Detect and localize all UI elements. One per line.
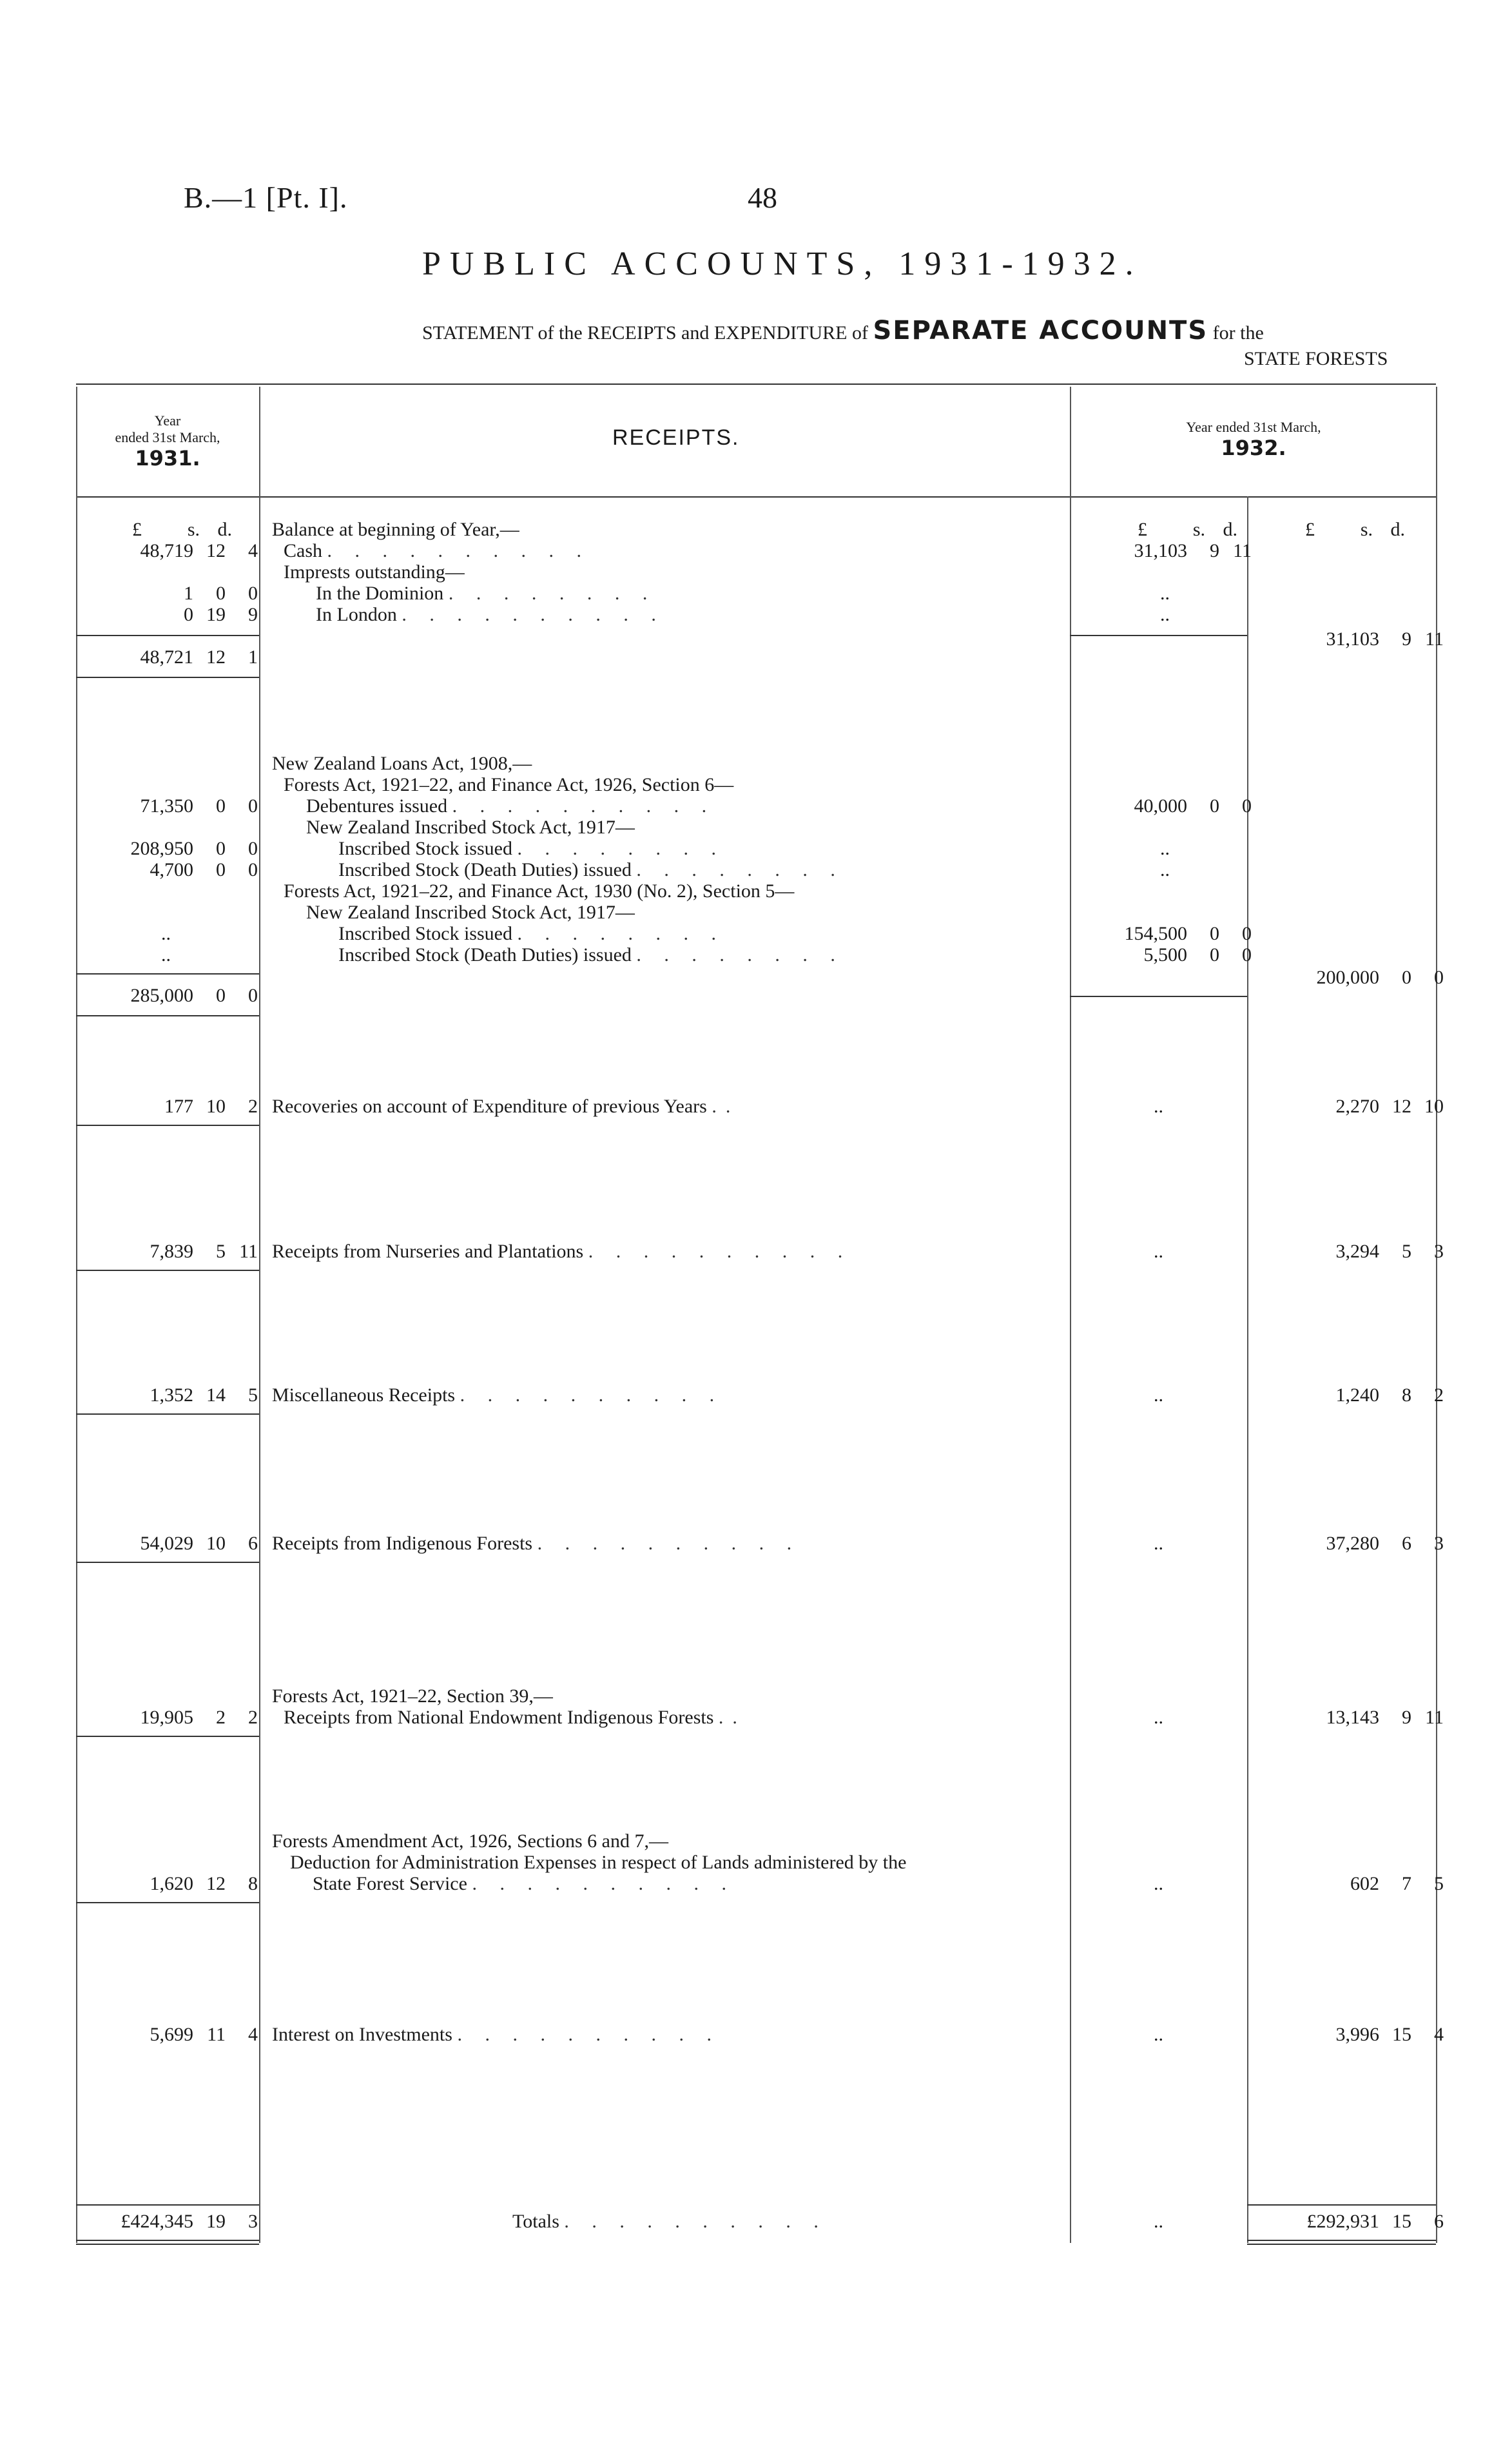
section-rule — [76, 1270, 259, 1271]
loans-line3: New Zealand Inscribed Stock Act, 1917— — [306, 817, 635, 838]
dot-leader: . . . . . . . . . . — [588, 1241, 852, 1262]
pounds: 2,270 — [1335, 1096, 1379, 1117]
pence: 2 — [1434, 1384, 1444, 1406]
section-rule — [76, 1562, 259, 1563]
table-top-rule — [76, 383, 1436, 385]
shillings: 9 — [1210, 540, 1219, 561]
pence: 0 — [1242, 944, 1252, 966]
pence: 0 — [1242, 795, 1252, 817]
page-title: PUBLIC ACCOUNTS, 1931-1932. — [422, 246, 1143, 282]
totals-double-rule — [76, 2244, 259, 2245]
shillings: 2 — [216, 1707, 226, 1728]
y31-totals — [77, 2211, 258, 2233]
section-rule — [76, 1736, 259, 1737]
y32-stock2 — [1071, 923, 1252, 945]
stock2-label: Inscribed Stock issued — [338, 923, 512, 944]
dominion-label: In the Dominion — [316, 583, 444, 604]
units-1932-outer — [1263, 519, 1405, 541]
y31-balance-total — [77, 646, 258, 668]
shillings: 12 — [206, 540, 226, 561]
y32-debentures — [1071, 795, 1252, 817]
loans-heading: New Zealand Loans Act, 1908,— — [272, 753, 532, 774]
pence: 4 — [248, 540, 258, 561]
pounds: 31,103 — [1326, 628, 1379, 650]
pounds: £292,931 — [1306, 2211, 1379, 2232]
y32-london-nil: .. — [1160, 604, 1170, 625]
y32-inner-nil: .. — [1154, 2211, 1163, 2232]
balance-imprests: Imprests outstanding— — [284, 561, 465, 583]
unit-s: s. — [187, 519, 200, 540]
shillings: 14 — [206, 1384, 226, 1406]
shillings: 15 — [1392, 2024, 1411, 2045]
pounds: 37,280 — [1326, 1533, 1379, 1554]
y32-totals — [1263, 2211, 1444, 2233]
unit-d: d. — [1390, 519, 1405, 540]
y32-recoveries — [1263, 1096, 1444, 1118]
page-number: 48 — [748, 181, 777, 214]
recoveries-row — [272, 1096, 739, 1118]
section-rule — [76, 1413, 259, 1415]
pence: 5 — [248, 1384, 258, 1406]
dot-leader: . . . . . . . . . . — [327, 540, 590, 561]
pence: 6 — [248, 1533, 258, 1554]
endowment-row — [284, 1707, 746, 1729]
deduction-label: State Forest Service — [313, 1873, 467, 1894]
pence: 0 — [1242, 923, 1252, 944]
unit-s: s. — [1360, 519, 1373, 540]
right-head-l1: Year ended 31st March, — [1186, 419, 1321, 435]
y32-inner-nil: .. — [1154, 2024, 1163, 2045]
y31-loans-total — [77, 985, 258, 1007]
pence: 3 — [248, 2211, 258, 2232]
pence: 6 — [1434, 2211, 1444, 2232]
pence: 9 — [248, 604, 258, 625]
loans-debentures — [306, 795, 715, 817]
unit-p: £ — [1305, 519, 1315, 540]
shillings: 10 — [206, 1533, 226, 1554]
misc-row — [272, 1384, 723, 1406]
shillings: 0 — [1210, 923, 1219, 944]
indigenous-label: Receipts from Indigenous Forests — [272, 1533, 533, 1554]
statement-subtitle — [422, 316, 1264, 345]
unit-d: d. — [217, 519, 232, 540]
pence: 1 — [248, 646, 258, 668]
balance-heading: Balance at beginning of Year,— — [272, 519, 519, 540]
subtitle-emphasis: SEPARATE ACCOUNTS — [873, 316, 1208, 345]
shillings: 12 — [206, 646, 226, 668]
shillings: 6 — [1402, 1533, 1411, 1554]
section-rule — [76, 1125, 259, 1126]
y31-stock2-nil: .. — [161, 923, 171, 944]
right-head-year: 1932. — [1221, 436, 1286, 460]
shillings: 19 — [206, 604, 226, 625]
deduction-heading: Forests Amendment Act, 1926, Sections 6 and 7,— — [272, 1830, 668, 1852]
y31-nurseries — [77, 1241, 258, 1263]
dot-leader: . . . . . . . . . . — [457, 2024, 721, 2045]
loans-stock — [338, 838, 725, 860]
pence: 0 — [248, 985, 258, 1006]
shillings: 7 — [1402, 1873, 1411, 1894]
y32-inner-nil: .. — [1154, 1241, 1163, 1262]
col-rule-4 — [1247, 496, 1248, 2243]
pounds: 54,029 — [140, 1533, 193, 1554]
y31-debentures — [77, 795, 258, 817]
shillings: 0 — [216, 838, 226, 859]
debentures-label: Debentures issued — [306, 795, 448, 817]
pounds: 1 — [184, 583, 193, 604]
loans-death — [338, 859, 844, 881]
pounds: 5,500 — [1143, 944, 1187, 966]
totals-rule — [1247, 2204, 1436, 2206]
y32-cash — [1071, 540, 1252, 562]
pence: 0 — [1434, 967, 1444, 988]
y32-deduction — [1263, 1873, 1444, 1895]
pounds: 7,839 — [150, 1241, 193, 1262]
pounds: 1,352 — [150, 1384, 193, 1406]
pounds: 1,240 — [1335, 1384, 1379, 1406]
balance-dominion — [316, 583, 656, 605]
header-rule — [76, 496, 1436, 498]
pence: 4 — [1434, 2024, 1444, 2045]
sum-rule — [76, 635, 259, 636]
pounds: 4,700 — [150, 859, 193, 880]
unit-p: £ — [132, 519, 142, 540]
pounds: 0 — [184, 604, 193, 625]
col-rule-5 — [1436, 387, 1437, 2243]
section-rule — [76, 677, 259, 678]
totals-row — [512, 2211, 828, 2233]
endowment-label: Receipts from National Endowment Indigenous Forests — [284, 1707, 714, 1728]
y31-recoveries — [77, 1096, 258, 1118]
col-rule-3 — [1070, 387, 1071, 2243]
cash-label: Cash — [284, 540, 322, 561]
pence: 5 — [1434, 1873, 1444, 1894]
pence: 2 — [248, 1096, 258, 1117]
dot-leader: . . . . . . . . — [636, 944, 844, 966]
dot-leader: . . . . . . . . — [636, 859, 844, 880]
pounds: 48,719 — [140, 540, 193, 561]
loans-death2 — [338, 944, 844, 966]
subtitle-post: for the — [1212, 322, 1264, 344]
stock-label: Inscribed Stock issued — [338, 838, 512, 859]
death-label: Inscribed Stock (Death Duties) issued — [338, 859, 632, 880]
y31-dominion — [77, 583, 258, 605]
receipts-heading: RECEIPTS. — [612, 425, 740, 450]
pounds: 3,996 — [1335, 2024, 1379, 2045]
indigenous-row — [272, 1533, 800, 1555]
recoveries-label: Recoveries on account of Expenditure of previous Years — [272, 1096, 707, 1117]
misc-label: Miscellaneous Receipts — [272, 1384, 456, 1406]
shillings: 12 — [206, 1873, 226, 1894]
dot-leader: . . . . . . . . . . — [460, 1384, 724, 1406]
y31-interest — [77, 2024, 258, 2046]
y32-death-nil: .. — [1160, 859, 1170, 880]
y31-indigenous — [77, 1533, 258, 1555]
left-col-heading — [76, 412, 259, 471]
death2-label: Inscribed Stock (Death Duties) issued — [338, 944, 632, 966]
y31-stock — [77, 838, 258, 860]
dot-leader: . . . . . . . . . . — [564, 2211, 828, 2232]
y32-nurseries — [1263, 1241, 1444, 1263]
unit-s: s. — [1192, 519, 1205, 540]
left-head-year: 1931. — [135, 446, 200, 471]
dot-leader: . . . . . . . . . . — [472, 1873, 735, 1894]
pounds: 177 — [164, 1096, 193, 1117]
pence: 11 — [1425, 1707, 1444, 1728]
totals-label: Totals — [512, 2211, 559, 2232]
endowment-heading: Forests Act, 1921–22, Section 39,— — [272, 1685, 553, 1707]
shillings: 12 — [1392, 1096, 1411, 1117]
pounds: 71,350 — [140, 795, 193, 817]
dot-leader: . . . . . . . . — [517, 838, 725, 859]
right-col-heading — [1073, 419, 1434, 460]
shillings: 5 — [1402, 1241, 1411, 1262]
y32-inner-nil: .. — [1154, 1096, 1163, 1117]
loans-stock2 — [338, 923, 725, 945]
subtitle-pre: STATEMENT of the RECEIPTS and EXPENDITURE of — [422, 322, 868, 344]
units-1931 — [90, 519, 232, 541]
unit-p: £ — [1138, 519, 1147, 540]
pounds: 1,620 — [150, 1873, 193, 1894]
nurseries-label: Receipts from Nurseries and Plantations — [272, 1241, 584, 1262]
y32-death2 — [1071, 944, 1252, 966]
pounds: 5,699 — [150, 2024, 193, 2045]
nurseries-row — [272, 1241, 851, 1263]
pence: 8 — [248, 1873, 258, 1894]
shillings: 0 — [216, 795, 226, 817]
shillings: 9 — [1402, 628, 1411, 650]
pounds: 40,000 — [1134, 795, 1187, 817]
pounds: 31,103 — [1134, 540, 1187, 561]
sum-rule — [1070, 996, 1247, 997]
totals-double-rule — [1247, 2244, 1436, 2245]
y32-balance-total — [1263, 628, 1444, 650]
loans-line6: Forests Act, 1921–22, and Finance Act, 1930 (No. 2), Section 5— — [284, 880, 795, 902]
section-rule — [76, 1015, 259, 1016]
shillings: 5 — [216, 1241, 226, 1262]
pounds: 3,294 — [1335, 1241, 1379, 1262]
pounds: 48,721 — [140, 646, 193, 668]
pence: 0 — [248, 838, 258, 859]
dot-leader: .. — [712, 1096, 740, 1117]
pence: 0 — [248, 795, 258, 817]
y31-london — [77, 604, 258, 626]
pence: 3 — [1434, 1241, 1444, 1262]
y31-misc — [77, 1384, 258, 1406]
shillings: 0 — [216, 859, 226, 880]
pence: 10 — [1424, 1096, 1444, 1117]
pounds: 200,000 — [1316, 967, 1379, 988]
shillings: 10 — [206, 1096, 226, 1117]
y32-indigenous — [1263, 1533, 1444, 1555]
london-label: In London — [316, 604, 397, 625]
y32-misc — [1263, 1384, 1444, 1406]
y31-endowment — [77, 1707, 258, 1729]
shillings: 0 — [216, 985, 226, 1006]
pounds: 602 — [1350, 1873, 1379, 1894]
col-rule-2 — [259, 387, 260, 2243]
y32-inner-nil: .. — [1154, 1873, 1163, 1894]
sum-rule — [1070, 635, 1247, 636]
pounds: 13,143 — [1326, 1707, 1379, 1728]
dot-leader: . . . . . . . . . . — [537, 1533, 801, 1554]
shillings: 19 — [206, 2211, 226, 2232]
units-1932-inner — [1096, 519, 1237, 541]
pence: 11 — [1233, 540, 1252, 561]
pence: 2 — [248, 1707, 258, 1728]
y32-interest — [1263, 2024, 1444, 2046]
y32-inner-nil: .. — [1154, 1533, 1163, 1554]
pounds: 208,950 — [130, 838, 193, 859]
y32-dominion-nil: .. — [1160, 583, 1170, 604]
dot-leader: . . . . . . . . . . — [402, 604, 665, 625]
y32-endowment — [1263, 1707, 1444, 1729]
pence: 0 — [248, 583, 258, 604]
dot-leader: . . . . . . . . — [448, 583, 657, 604]
shillings: 9 — [1402, 1707, 1411, 1728]
unit-d: d. — [1223, 519, 1237, 540]
y32-loans-total — [1263, 967, 1444, 989]
pounds: 285,000 — [130, 985, 193, 1006]
interest-row — [272, 2024, 721, 2046]
left-head-l2: ended 31st March, — [115, 429, 220, 445]
y31-death2-nil: .. — [161, 944, 171, 966]
y32-stock-nil: .. — [1160, 838, 1170, 859]
loans-line7: New Zealand Inscribed Stock Act, 1917— — [306, 902, 635, 923]
dot-leader: .. — [718, 1707, 746, 1728]
y31-death — [77, 859, 258, 881]
dot-leader: . . . . . . . . — [517, 923, 725, 944]
y32-inner-nil: .. — [1154, 1384, 1163, 1406]
dot-leader: . . . . . . . . . . — [452, 795, 716, 817]
loans-line1: Forests Act, 1921–22, and Finance Act, 1926, Section 6— — [284, 774, 734, 795]
page-reference: B.—1 [Pt. I]. — [184, 181, 348, 214]
deduction-line2: Deduction for Administration Expenses in respect of Lands administered by the — [290, 1852, 907, 1873]
pence: 11 — [1425, 628, 1444, 650]
shillings: 11 — [207, 2024, 226, 2045]
balance-london — [316, 604, 665, 626]
totals-double-rule — [76, 2240, 259, 2241]
interest-label: Interest on Investments — [272, 2024, 452, 2045]
shillings: 8 — [1402, 1384, 1411, 1406]
totals-rule — [76, 2204, 259, 2206]
pence: 11 — [239, 1241, 258, 1262]
shillings: 0 — [216, 583, 226, 604]
subtitle-line2: STATE FORESTS — [1244, 348, 1388, 369]
section-rule — [76, 1902, 259, 1903]
pounds: £424,345 — [121, 2211, 193, 2232]
y31-deduction — [77, 1873, 258, 1895]
y32-inner-nil: .. — [1154, 1707, 1163, 1728]
totals-double-rule — [1247, 2240, 1436, 2241]
shillings: 0 — [1210, 795, 1219, 817]
pence: 4 — [248, 2024, 258, 2045]
shillings: 0 — [1402, 967, 1411, 988]
sum-rule — [76, 973, 259, 975]
balance-cash — [284, 540, 590, 562]
pence: 3 — [1434, 1533, 1444, 1554]
shillings: 0 — [1210, 944, 1219, 966]
y31-cash — [77, 540, 258, 562]
pounds: 154,500 — [1124, 923, 1187, 944]
left-head-l1: Year — [154, 412, 181, 429]
pounds: 19,905 — [140, 1707, 193, 1728]
deduction-row — [313, 1873, 735, 1895]
pence: 0 — [248, 859, 258, 880]
shillings: 15 — [1392, 2211, 1411, 2232]
